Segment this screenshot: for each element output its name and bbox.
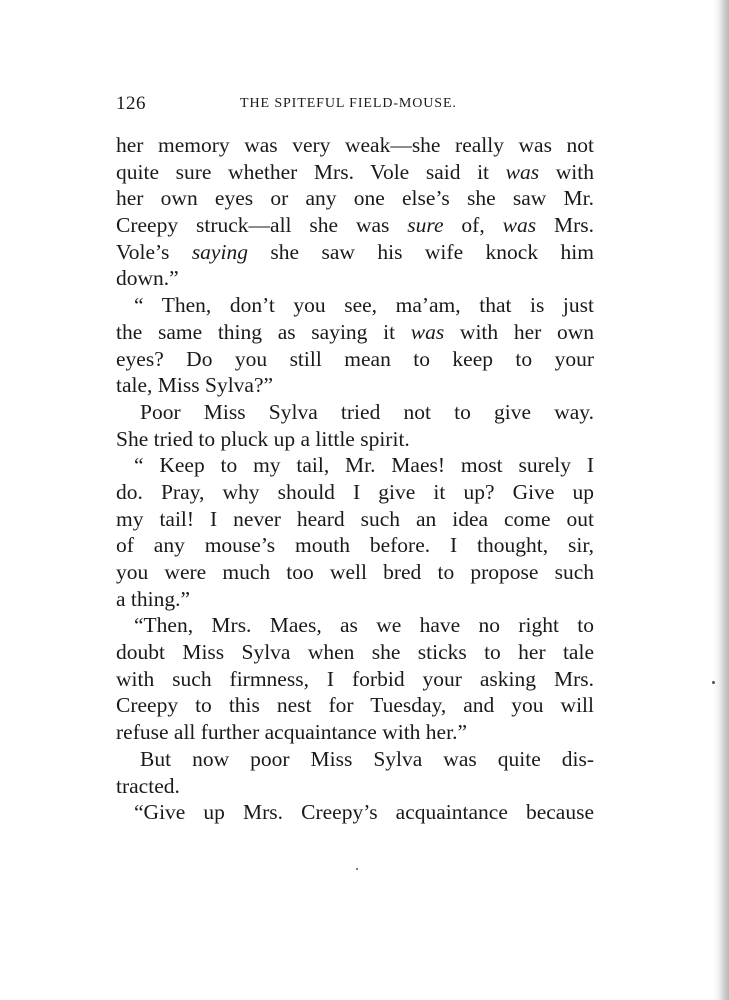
text-line-2: quite sure whether Mrs. Vole said it was with [116, 159, 594, 184]
text-line-1: her memory was very weak—she really was not [116, 133, 594, 157]
text-line-13: “ Keep to my tail, Mr. Maes! most surely I [134, 453, 594, 478]
text-line-20: doubt Miss Sylva when she sticks to her tale [116, 640, 594, 665]
text-line-18: a thing.” [116, 586, 191, 611]
body-text [116, 132, 594, 826]
text-line-12: She tried to pluck up a little spirit. [116, 426, 410, 451]
text-line-21: with such firmness, I forbid your asking Mrs. [116, 666, 594, 691]
text-line-16: of any mouse’s mouth before. I thought, sir, [116, 533, 594, 558]
text-line-24: But now poor Miss Sylva was quite dis- [140, 746, 594, 771]
text-line-11: Poor Miss Sylva tried not to give way. [140, 399, 594, 424]
page-edge-shadow [713, 0, 729, 1000]
text-line-26: “Give up Mrs. Creepy’s acquaintance because [134, 800, 594, 825]
text-line-7: “ Then, don’t you see, ma’am, that is just [134, 293, 594, 318]
text-line-17: you were much too well bred to propose such [116, 560, 594, 584]
text-line-19: “Then, Mrs. Maes, as we have no right to [134, 613, 594, 638]
page-header [116, 93, 596, 117]
text-line-6: down.” [116, 266, 179, 291]
text-line-8: the same thing as saying it was with her own [116, 319, 594, 344]
text-line-25: tracted. [116, 773, 180, 798]
text-line-4: Creepy struck—all she was sure of, was Mrs. [116, 213, 594, 238]
text-line-10: tale, Miss Sylva?” [116, 373, 274, 398]
text-line-5: Vole’s saying she saw his wife knock him [116, 239, 594, 264]
text-line-9: eyes? Do you still mean to keep to your [116, 346, 594, 371]
text-line-22: Creepy to this nest for Tuesday, and you will [116, 693, 594, 718]
paper-speck [712, 681, 715, 684]
text-line-15: my tail! I never heard such an idea come out [116, 506, 594, 531]
paper-speck [356, 868, 358, 870]
text-line-3: her own eyes or any one else’s she saw Mr. [116, 186, 594, 211]
page-number: 126 [116, 93, 146, 114]
text-line-14: do. Pray, why should I give it up? Give up [116, 479, 594, 504]
text-line-23: refuse all further acquaintance with her.” [116, 720, 467, 745]
running-title: THE SPITEFUL FIELD-MOUSE. [240, 96, 457, 111]
